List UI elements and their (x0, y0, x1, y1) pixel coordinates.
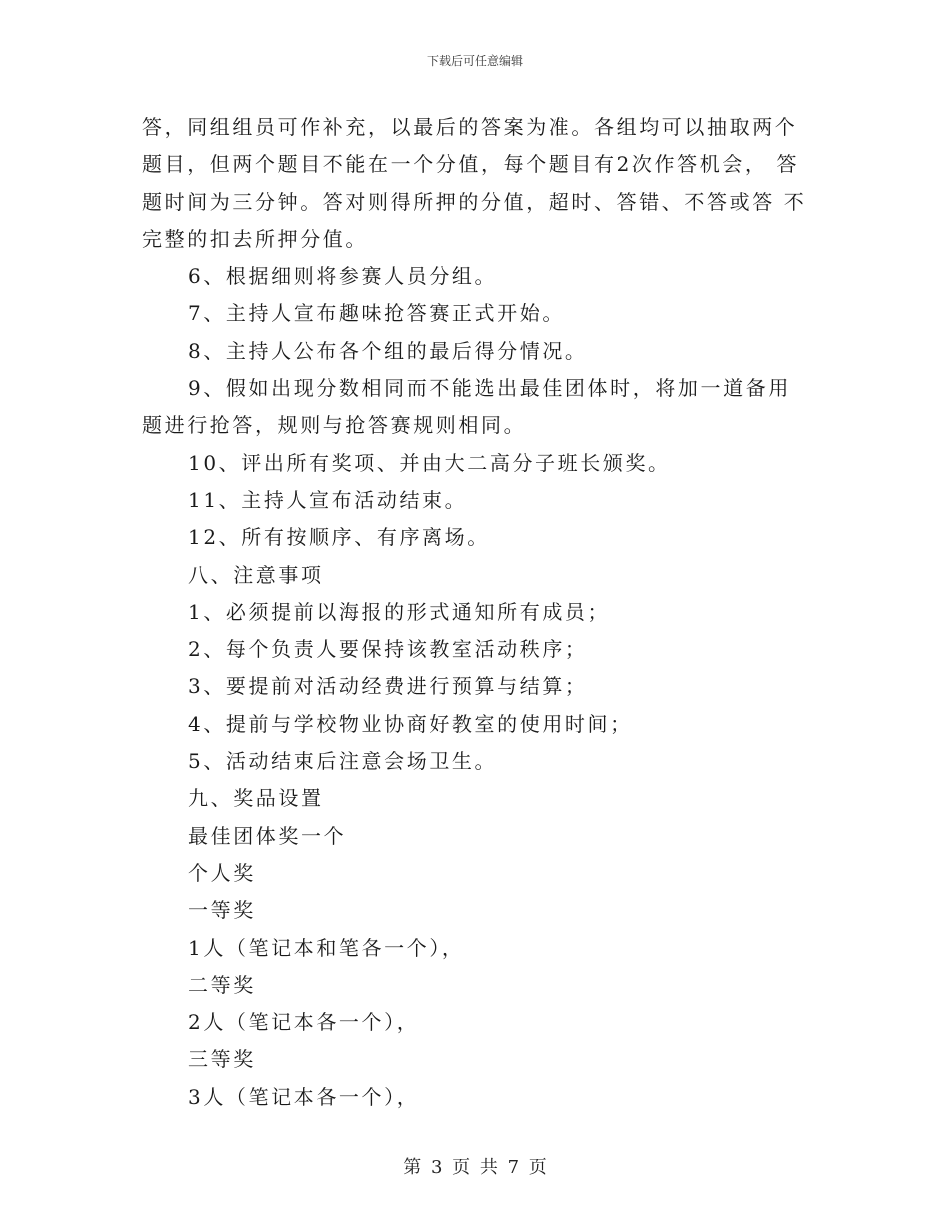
note-item-5: 5、活动结束后注意会场卫生。 (188, 749, 498, 774)
note-item-1: 1、必须提前以海报的形式通知所有成员； (188, 599, 611, 624)
paragraph-step-10: 10、评出所有奖项、并由大二高分子班长颁奖。 (188, 450, 671, 475)
paragraph-step-9: 9、假如出现分数相同而不能选出最佳团体时，将加一道备用题进行抢答，规则与抢答赛规则相同。 (142, 376, 791, 438)
paragraph-step-6: 6、根据细则将参赛人员分组。 (188, 264, 498, 289)
section-heading-prizes: 九、奖品设置 (188, 786, 324, 811)
paragraph-step-12: 12、所有按顺序、有序离场。 (188, 525, 490, 550)
prize-second-label: 二等奖 (188, 972, 256, 997)
paragraph-step-11: 11、主持人宣布活动结束。 (188, 487, 468, 512)
prize-first-label: 一等奖 (188, 898, 256, 923)
prize-second-detail: 2人（笔记本各一个）， (188, 1010, 420, 1035)
page-header: 下载后可任意编辑 (426, 54, 523, 68)
section-heading-notes: 八、注意事项 (188, 562, 324, 587)
note-item-3: 3、要提前对活动经费进行预算与结算； (188, 674, 588, 699)
paragraph-step-8: 8、主持人公布各个组的最后得分情况。 (188, 338, 588, 363)
prize-third-detail: 3人（笔记本各一个）， (188, 1084, 420, 1109)
page-footer: 第 3 页 共 7 页 (403, 1157, 547, 1178)
prize-best-team: 最佳团体奖一个 (188, 823, 347, 848)
note-item-4: 4、提前与学校物业协商好教室的使用时间； (188, 711, 633, 736)
prize-first-detail: 1人（笔记本和笔各一个）， (188, 935, 465, 960)
paragraph-continuation: 答，同组组员可作补充，以最后的答案为准。各组均可以抽取两个题目，但两个题目不能在一个分值，每个题目有2次作答机会， 答题时间为三分钟。答对则得所押的分值，超时、答错、不答或答 不完整的扣去所押分值。 (142, 115, 807, 251)
document-body (142, 109, 808, 1116)
paragraph-step-7: 7、主持人宣布趣味抢答赛正式开始。 (188, 301, 565, 326)
prize-individual: 个人奖 (188, 860, 256, 885)
prize-third-label: 三等奖 (188, 1047, 256, 1072)
note-item-2: 2、每个负责人要保持该教室活动秩序； (188, 637, 588, 662)
